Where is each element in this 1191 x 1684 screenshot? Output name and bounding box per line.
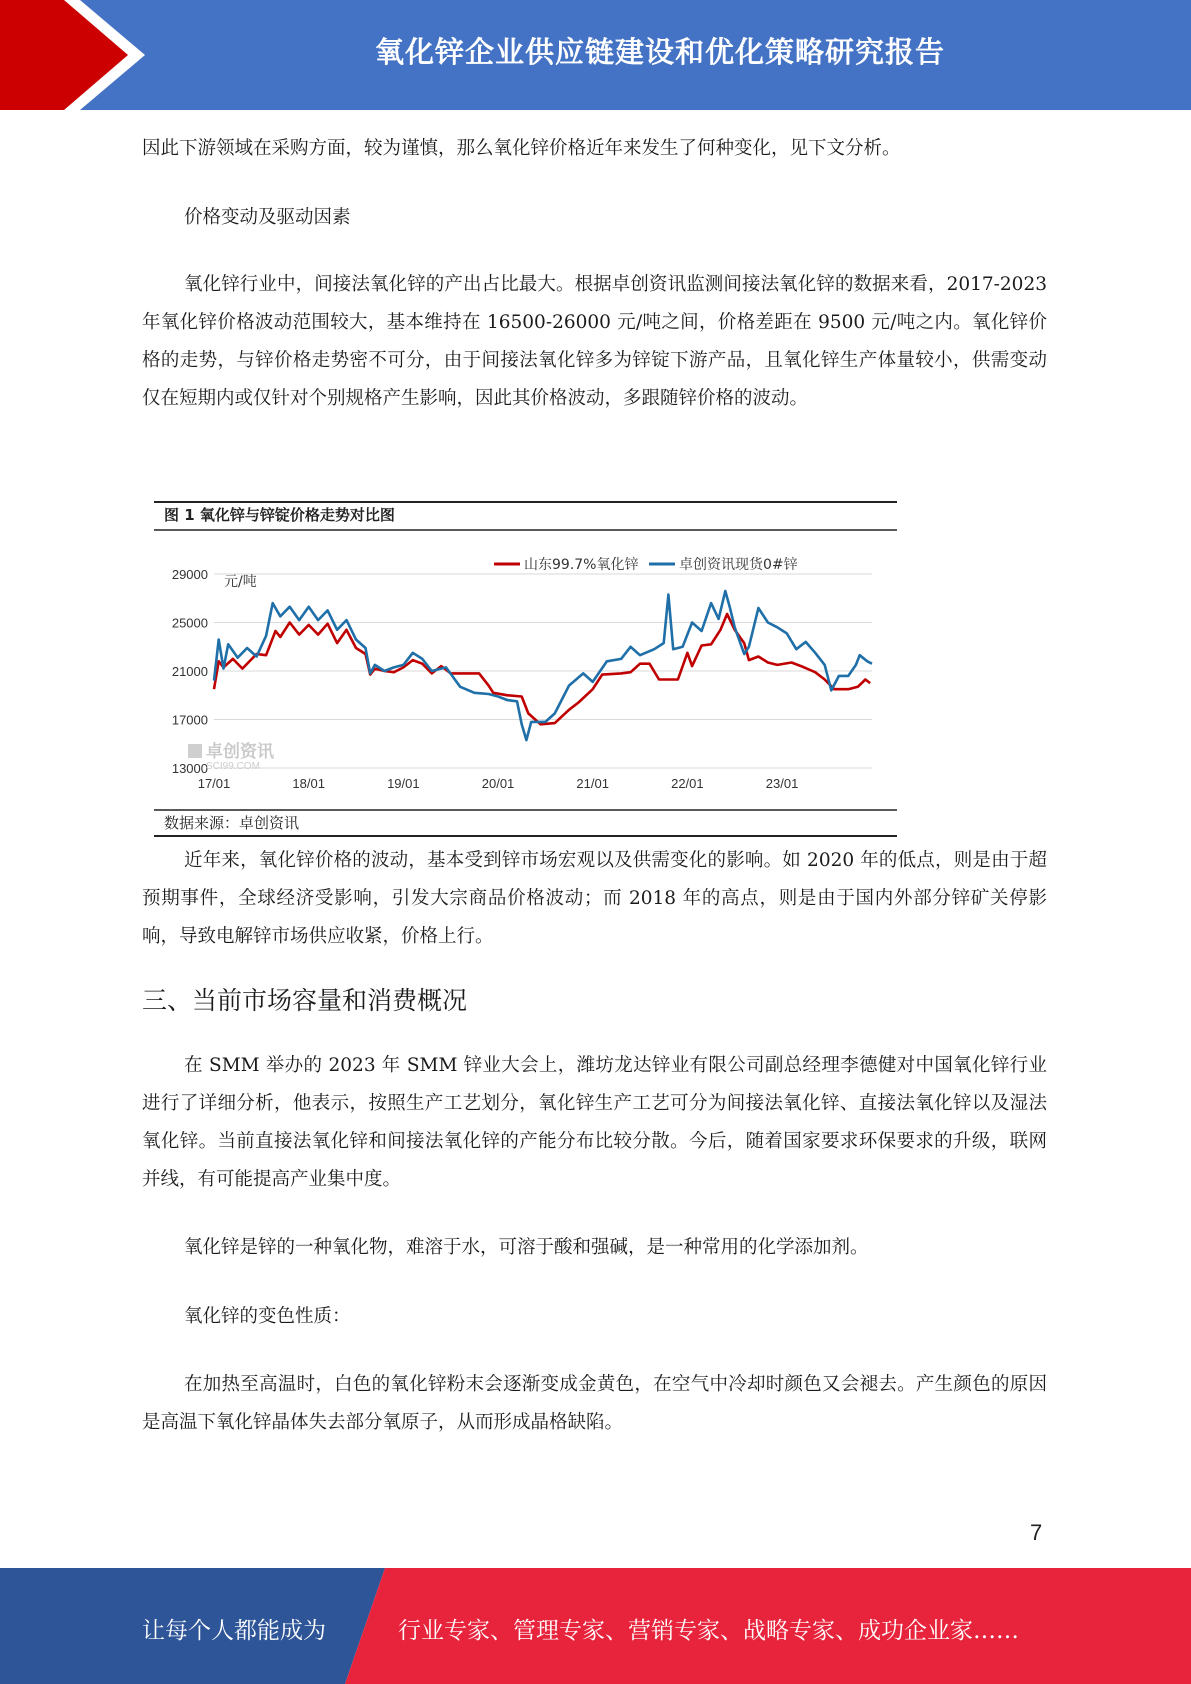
x-tick-label: 21/01 (576, 776, 609, 791)
paragraph-smm-conference: 在 SMM 举办的 2023 年 SMM 锌业大会上，潍坊龙达锌业有限公司副总经理李德健对中国氧化锌行业进行了详细分析，他表示，按照生产工艺划分，氧化锌生产工艺可分为间接法氧化锌、直接法氧化锌以及湿法氧化锌。当前直接法氧化锌和间接法氧化锌的产能分布比较分散。今后，随着国家要求环保要求的升级，联网并线，有可能提高产业集中度。 (142, 1055, 1047, 1190)
paragraph-intro: 因此下游领域在采购方面，较为谨慎，那么氧化锌价格近年来发生了何种变化，见下文分析。 (142, 138, 901, 159)
watermark-logo-icon (188, 744, 202, 758)
legend-label-2: 卓创资讯现货0#锌 (679, 557, 798, 573)
page-header (0, 0, 1191, 110)
x-tick-label: 22/01 (671, 776, 704, 791)
y-tick-label: 21000 (171, 664, 208, 679)
section-heading: 三、当前市场容量和消费概况 (142, 986, 468, 1015)
figure-title: 图 1 氧化锌与锌锭价格走势对比图 (164, 506, 395, 524)
paragraph-zinc-oxide-definition: 氧化锌是锌的一种氧化物，难溶于水，可溶于酸和强碱，是一种常用的化学添加剂。 (184, 1237, 869, 1258)
legend-label-1: 山东99.7%氧化锌 (524, 557, 639, 573)
x-tick-label: 19/01 (387, 776, 420, 791)
y-axis-unit-label: 元/吨 (224, 574, 257, 590)
series-line-1 (214, 614, 870, 724)
x-tick-label: 23/01 (765, 776, 799, 791)
y-tick-label: 17000 (171, 712, 208, 728)
subheading-price-drivers: 价格变动及驱动因素 (184, 207, 351, 228)
x-tick-label: 17/01 (197, 776, 231, 791)
paragraph-price-analysis: 氧化锌行业中，间接法氧化锌的产出占比最大。根据卓创资讯监测间接法氧化锌的数据来看，2017-2023 年氧化锌价格波动范围较大，基本维持在 16500-26000 元/吨之间，价格差距在 9500 元/吨之内。氧化锌价格的走势，与锌价格走势密不可分，由于间接法氧化锌多为锌锭下游产品，且氧化锌生产体量较小，供需变动仅在短期内或仅针对个别规格产生影响，因此其价格波动，多跟随锌价格的波动。 (142, 274, 1047, 409)
y-tick-label: 25000 (171, 615, 208, 631)
footer-slogan-right: 行业专家、管理专家、营销专家、战略专家、成功企业家…… (398, 1618, 1019, 1644)
x-tick-label: 20/01 (481, 776, 515, 791)
price-trend-figure (152, 496, 900, 842)
paragraph-color-property-title: 氧化锌的变色性质： (184, 1306, 351, 1327)
series-line-2 (214, 591, 872, 740)
x-tick-label: 18/01 (292, 776, 325, 791)
page-number: 7 (1030, 1520, 1043, 1545)
figure-source: 数据来源：卓创资讯 (164, 814, 300, 832)
footer-slogan-left: 让每个人都能成为 (142, 1618, 326, 1644)
paragraph-color-property: 在加热至高温时，白色的氧化锌粉末会逐渐变成金黄色，在空气中冷却时颜色又会褪去。产生颜色的原因是高温下氧化锌晶体失去部分氧原子，从而形成晶格缺陷。 (142, 1374, 1047, 1433)
y-tick-label: 13000 (171, 761, 208, 776)
report-title: 氧化锌企业供应链建设和优化策略研究报告 (374, 35, 945, 69)
paragraph-price-volatility: 近年来，氧化锌价格的波动，基本受到锌市场宏观以及供需变化的影响。如 2020 年的低点，则是由于超预期事件，全球经济受影响，引发大宗商品价格波动；而 2018 年的高点，则是由于国内外部分锌矿关停影响，导致电解锌市场供应收紧，价格上行。 (142, 850, 1047, 947)
watermark-text: 卓创资讯 (206, 742, 274, 762)
page-footer (0, 1568, 1191, 1684)
watermark-subtext: SCI99.COM (206, 761, 260, 772)
price-line-chart (152, 536, 900, 806)
y-tick-label: 29000 (171, 567, 208, 582)
